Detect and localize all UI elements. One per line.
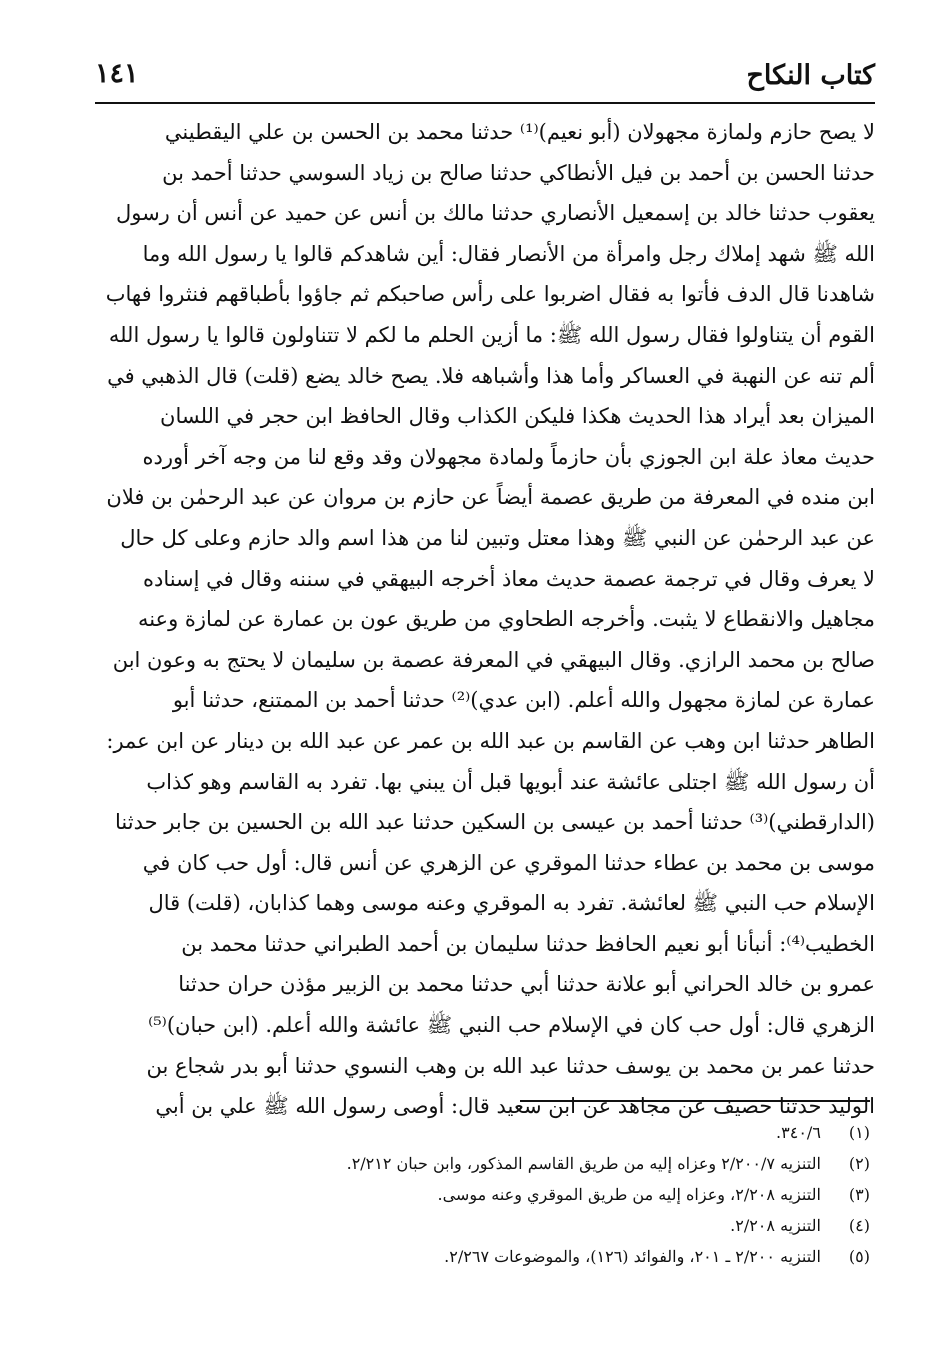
text-line: الإسلام حب النبي ﷺ لعائشة. تفرد به الموقري وعنه موسى وهما كذابان، (قلت) قال — [148, 891, 875, 916]
footnote-text: التنزيه ٢/٢٠٠ ـ ٢٠١، والفوائد (١٢٦)، والموضوعات ٢/٢٦٧. — [444, 1247, 821, 1266]
chapter-title: كتاب النكاح — [746, 60, 875, 91]
text-line: عن عبد الرحمٰن عن النبي ﷺ وهذا معتل وتبين لنا من هذا اسم والد حازم وعلى كل حال — [120, 525, 875, 550]
text-line: ألم تنه عن النهبة في العساكر وأما هذا وأشباهه فلا. يصح خالد يضع (قلت) قال الذهبي في — [107, 363, 875, 388]
text-line: عمرو بن خالد الحراني أبو علانة حدثنا أبي حدثنا محمد بن الزبير مؤذن حران حدثنا — [178, 972, 875, 997]
text-line: حدثنا الحسن بن أحمد بن فيل الأنطاكي حدثنا صالح بن زياد السوسي حدثنا أحمد بن — [162, 160, 875, 185]
text-line: عمارة عن لمازة مجهول والله أعلم. (ابن عدي)⁽²⁾ حدثنا أحمد بن الممتنع، حدثنا أبو — [172, 688, 875, 713]
footnote-number: (٣) — [848, 1185, 870, 1204]
footnote-number: (٥) — [848, 1247, 870, 1266]
running-header — [95, 54, 875, 104]
text-line: موسى بن محمد بن عطاء حدثنا الموقري عن الزهري عن أنس قال: أول حب كان في — [142, 850, 875, 875]
text-line: ابن منده في المعرفة من طريق عصمة أيضاً عن حازم بن مروان عن عبد الرحمٰن بن فلان — [106, 485, 875, 510]
footnote-item — [95, 1241, 870, 1272]
footnote-number: (١) — [848, 1123, 870, 1142]
text-line: الطاهر حدثنا ابن وهب عن القاسم بن عبد الله بن عمر عن عبد الله بن دينار عن ابن عمر: — [106, 728, 875, 753]
text-line: حديث معاذ علة ابن الجوزي بأن حازماً ولمادة مجهولان وقد وقع لنا من وجه آخر أورده — [142, 444, 875, 469]
footnote-item — [95, 1210, 870, 1241]
text-line: الخطيب⁽⁴⁾: أنبأنا أبو نعيم الحافظ حدثنا سليمان بن أحمد الطبراني حدثنا محمد بن — [181, 931, 875, 956]
text-line: الوليد حدثنا حصيف عن مجاهد عن ابن سعيد قال: أوصى رسول الله ﷺ علي بن أبي — [155, 1094, 875, 1119]
main-text — [95, 112, 875, 1127]
text-line: لا يعرف وقال في ترجمة عصمة حديث معاذ أخرجه البيهقي في سننه وقال في إسناده — [142, 566, 875, 591]
footnote-item — [95, 1117, 870, 1148]
footnote-number: (٤) — [848, 1216, 870, 1235]
text-line: أن رسول الله ﷺ اجتلى عائشة عند أبويها قبل أن يبني بها. تفرد به القاسم وهو كذاب — [146, 769, 875, 794]
footnote-divider — [520, 1100, 870, 1102]
text-line: القوم أن يتناولوا فقال رسول الله ﷺ: ما أزين الحلم ما لكم لا تتناولون قالوا يا رسول الله — [108, 322, 875, 347]
text-line: حدثنا عمر بن محمد بن يوسف حدثنا عبد الله بن وهب النسوي حدثنا أبو بدر شجاع بن — [146, 1053, 875, 1078]
footnote-text: التنزيه ٢/٢٠٨، وعزاه إليه من طريق الموقري وعنه موسى. — [437, 1185, 821, 1204]
footnote-item — [95, 1179, 870, 1210]
text-line: صالح بن محمد الرازي. وقال البيهقي في المعرفة عصمة بن سليمان لا يحتج به وعون ابن — [112, 647, 875, 672]
text-line: الميزان بعد أيراد هذا الحديث هكذا فليكن الكذاب وقال الحافظ ابن حجر في اللسان — [160, 404, 875, 429]
footnote-text: التنزيه ٢/٢٠٨. — [730, 1216, 821, 1235]
text-line: (الدارقطني)⁽³⁾ حدثنا أحمد بن عيسى بن السكين حدثنا عبد الله بن الحسين بن جابر حدثنا — [115, 810, 875, 835]
text-line: شاهدنا قال الدف فأتوا به فقال اضربوا على رأس صاحبكم ثم جاؤوا بأطباقهم فنثروا فهاب — [105, 282, 875, 307]
text-line: مجاهيل والانقطاع لا يثبت. وأخرجه الطحاوي من طريق عون بن عمارة عن لمازة وعنه — [137, 607, 875, 632]
text-line: يعقوب حدثنا خالد بن إسمعيل الأنصاري حدثنا مالك بن أنس عن حميد عن أنس أن رسول — [115, 201, 875, 226]
footnote-text: ٣٤٠/٦. — [776, 1123, 821, 1142]
text-line: لا يصح حازم ولمازة مجهولان (أبو نعيم)⁽¹⁾ حدثنا محمد بن الحسن بن علي اليقطيني — [164, 120, 875, 144]
page-number: ١٤١ — [95, 58, 139, 89]
text-line: الله ﷺ شهد إملاك رجل وامرأة من الأنصار فقال: أين شاهدكم قالوا يا رسول الله وما — [142, 241, 875, 266]
text-line: الزهري قال: أول حب كان في الإسلام حب النبي ﷺ عائشة والله أعلم. (ابن حبان)⁽⁵⁾ — [148, 1013, 875, 1038]
footnote-number: (٢) — [848, 1154, 870, 1173]
footnote-text: التنزيه ٢/٢٠٠/٧ وعزاه إليه من طريق القاسم المذكور، وابن حبان ٢/٢١٢. — [346, 1154, 821, 1173]
footnote-item — [95, 1148, 870, 1179]
footnotes — [95, 1117, 870, 1272]
